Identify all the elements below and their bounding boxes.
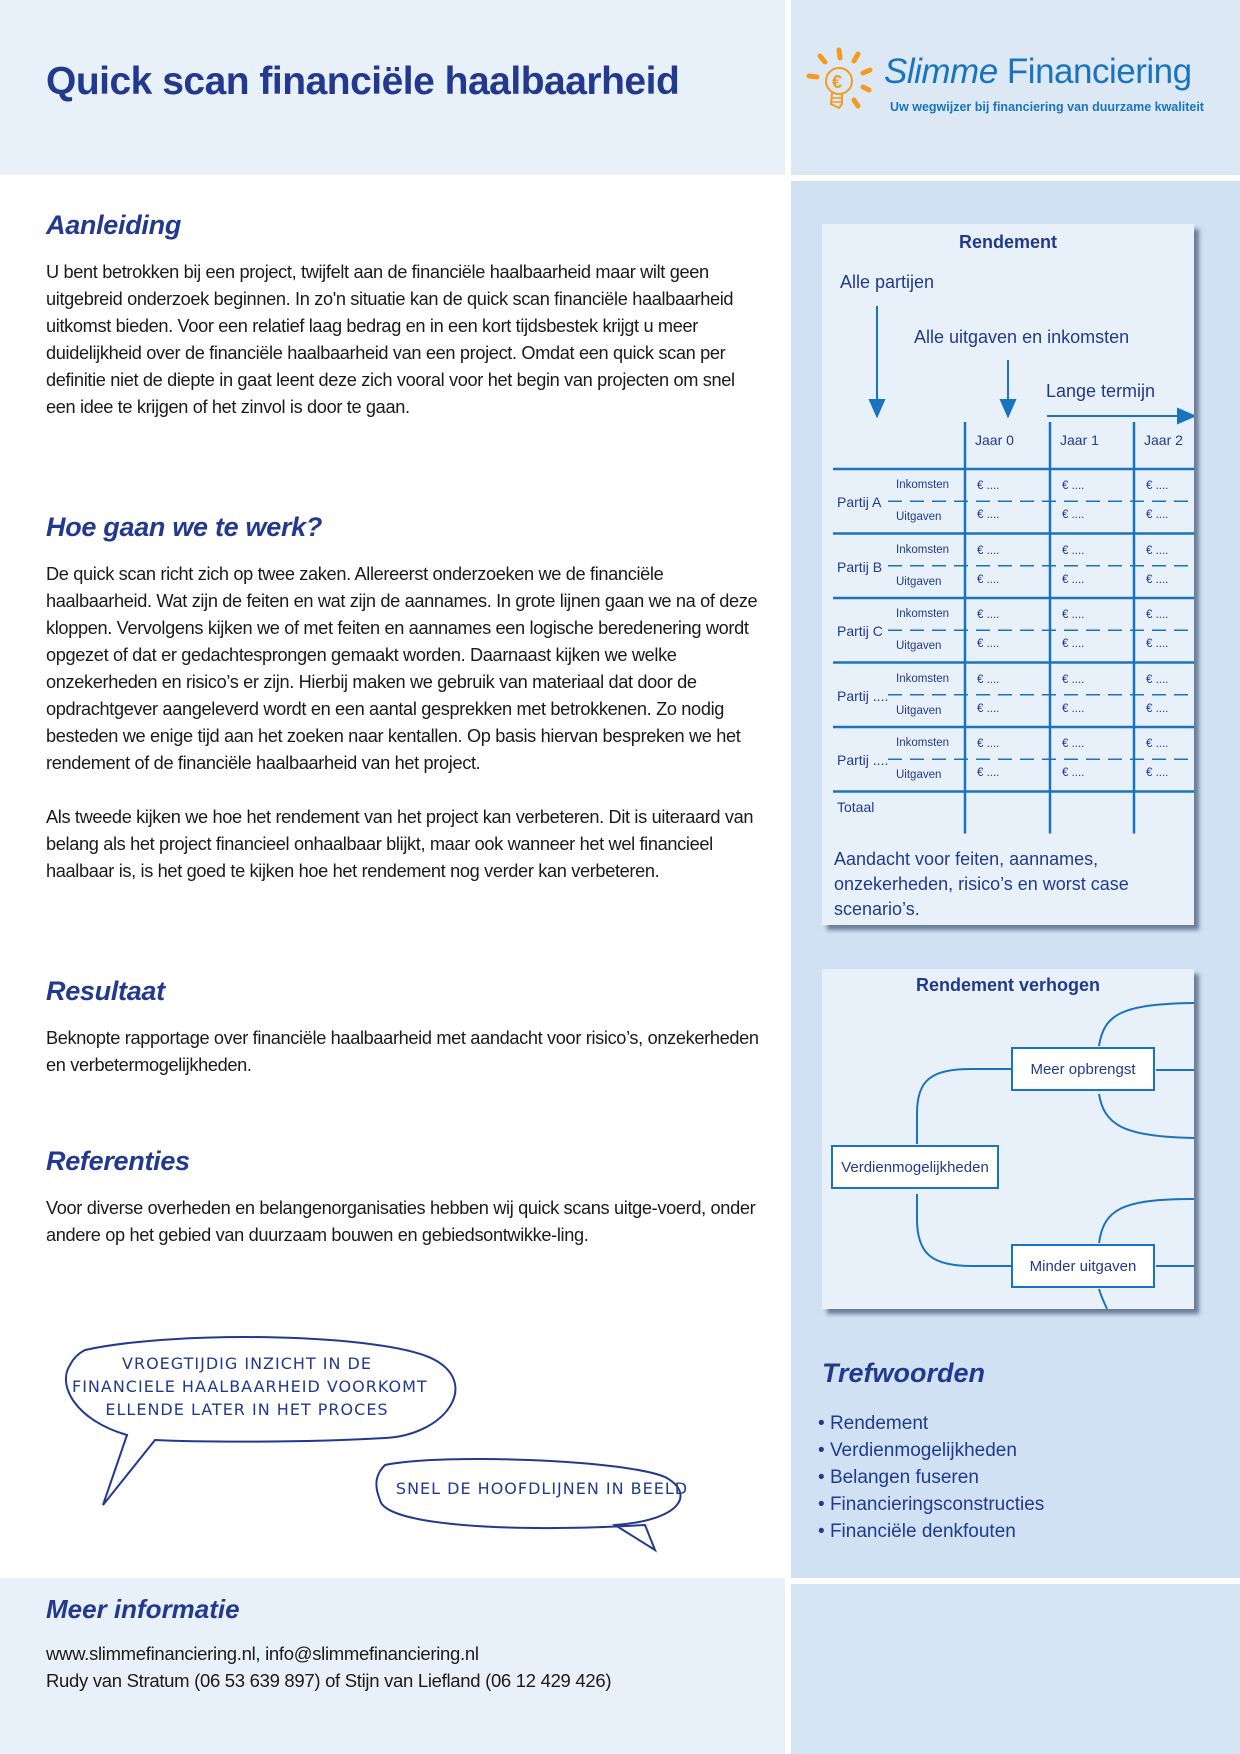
table-uitgaven-label: Uitgaven — [896, 575, 942, 588]
section-body-aanleiding: U bent betrokken bij een project, twijfelt aan de financiële haalbaarheid maar wilt geen uitgebreid onderzoek beginnen. In zo'n situatie kan de quick scan financiële haalbaarheid uitkomst bieden. Voor een relatief laag bedrag en in een kort tijdsbestek krijgt u meer duidelijkheid over de financiële haalbaarheid van een project. Omdat een quick scan per definitie niet de diepte in gaat leent deze zich vooral voor het begin van projecten om snel een idee te krijgen of het zinvol is door te gaan. — [46, 262, 735, 417]
bubble-1-line-1: VROEGTIJDIG INZICHT IN DE — [122, 1354, 372, 1373]
table-cell-inkomsten: € .... — [977, 738, 1000, 750]
table-cell-uitgaven: € .... — [1146, 509, 1169, 521]
table-cell-uitgaven: € .... — [1062, 702, 1085, 715]
table-party-label: Partij C — [837, 623, 883, 639]
table-cell-inkomsten: € .... — [1146, 609, 1169, 621]
table-cell-inkomsten: € .... — [1062, 738, 1085, 750]
connector-top-down — [1099, 1094, 1194, 1138]
section-heading-aanleiding: Aanleiding — [46, 210, 182, 240]
table-col-header: Jaar 2 — [1144, 432, 1183, 448]
connector-root-top — [917, 1069, 1012, 1144]
logo — [806, 46, 1226, 126]
table-party-label: Partij .... — [837, 687, 889, 704]
keywords-list — [818, 1410, 1044, 1545]
label-alle-uitgaven: Alle uitgaven en inkomsten — [914, 327, 1130, 347]
table-cell-inkomsten: € .... — [977, 609, 1000, 621]
table-inkomsten-label: Inkomsten — [896, 737, 950, 749]
table-col-header: Jaar 0 — [975, 432, 1014, 448]
speech-bubble-2-outline — [376, 1459, 680, 1550]
footer-contact-people: Rudy van Stratum (06 53 639 897) of Stijn van Liefland (06 12 429 426) — [46, 1670, 612, 1691]
footer-heading: Meer informatie — [46, 1594, 240, 1624]
table-cell-uitgaven: € .... — [1062, 767, 1085, 779]
section-body-referenties: Voor diverse overheden en belangenorganisaties hebben wij quick scans uitge-voerd, onder andere op het gebied van duurzaam bouwen en gebiedsontwikke-ling. — [46, 1198, 756, 1245]
bubble-1-line-3: ELLENDE LATER IN HET PROCES — [105, 1400, 389, 1419]
logo-tagline: Uw wegwijzer bij financiering van duurzame kwaliteit — [890, 100, 1204, 114]
keyword-item: • Rendement — [818, 1410, 1044, 1437]
table-inkomsten-label: Inkomsten — [896, 479, 950, 491]
section-heading-resultaat: Resultaat — [46, 976, 165, 1006]
logo-name-regular: Financiering — [997, 52, 1192, 91]
keyword-item: • Financiële denkfouten — [818, 1518, 1044, 1545]
arrowhead-uitgaven — [1001, 400, 1015, 416]
table-party-label: Partij A — [837, 494, 882, 510]
keyword-item: • Financieringsconstructies — [818, 1491, 1044, 1518]
table-cell-inkomsten: € .... — [977, 673, 1000, 686]
table-cell-uitgaven: € .... — [1146, 702, 1169, 715]
bubble-1-line-2: FINANCIELE HAALBAARHEID VOORKOMT — [72, 1377, 428, 1396]
table-cell-uitgaven: € .... — [977, 509, 1000, 521]
node-minder-uitgaven: Minder uitgaven — [1011, 1244, 1155, 1288]
table-uitgaven-label: Uitgaven — [896, 769, 942, 781]
footer-side-panel — [791, 1584, 1240, 1754]
table-col-header: Jaar 1 — [1060, 432, 1099, 448]
table-cell-inkomsten: € .... — [1146, 480, 1169, 492]
table-cell-inkomsten: € .... — [1062, 480, 1085, 492]
table-inkomsten-label: Inkomsten — [896, 608, 950, 620]
table-cell-inkomsten: € .... — [1062, 673, 1085, 686]
label-alle-partijen: Alle partijen — [840, 272, 935, 292]
arrowhead-termijn — [1178, 409, 1194, 423]
table-cell-inkomsten: € .... — [1062, 609, 1085, 621]
table-cell-uitgaven: € .... — [1062, 638, 1085, 650]
section-body-werkwijze-1: De quick scan richt zich op twee zaken. Allereerst onderzoeken we de financiële haalbaarheid. Wat zijn de feiten en wat zijn de aannames. In grote lijnen gaan we na of deze kloppen. Vervolgens kijken we of met feiten en aannames een logische beredenering wordt opgezet of dat er gedachtesprongen gemaakt worden. Daarnaast kijken we welke onzekerheden en risico’s er zijn. Hierbij maken we gebruik van materiaal dat door de opdrachtgever aangeleverd wordt en een aantal gesprekken met betrokkenen. Zo nodig besteden we enige tijd aan het zoeken naar kentallen. Op basis hiervan bespreken we het rendement of de financiële haalbaarheid van het project. — [46, 564, 758, 773]
section-body-werkwijze-2: Als tweede kijken we hoe het rendement van het project kan verbeteren. Dit is uiteraard van belang als het project financieel onhaalbaar blijkt, maar ook wanneer het wel financieel haalbaar is, is het goed te kijken hoe het rendement nog verder kan verbeteren. — [46, 807, 754, 881]
connector-root-bottom — [917, 1194, 1012, 1266]
arrowhead-partijen — [870, 400, 884, 416]
rendement-card — [822, 224, 1194, 925]
connector-top-up — [1099, 1003, 1194, 1046]
rendement-title: Rendement — [958, 232, 1057, 252]
footer-contact-web[interactable]: www.slimmefinanciering.nl, info@slimmefinanciering.nl — [46, 1643, 479, 1664]
rendement-diagram — [822, 224, 1194, 925]
keywords-heading: Trefwoorden — [822, 1358, 986, 1388]
table-cell-uitgaven: € .... — [977, 702, 1000, 715]
table-cell-uitgaven: € .... — [977, 767, 1000, 779]
table-uitgaven-label: Uitgaven — [896, 640, 942, 652]
table-uitgaven-label: Uitgaven — [896, 511, 942, 523]
table-party-label: Partij .... — [837, 752, 889, 768]
table-cell-inkomsten: € .... — [1146, 673, 1169, 686]
svg-text:€: € — [832, 72, 843, 92]
speech-bubble-2-text: SNEL DE HOOFDLIJNEN IN BEELD — [395, 1479, 689, 1498]
table-inkomsten-label: Inkomsten — [896, 672, 950, 685]
table-cell-uitgaven: € .... — [977, 573, 1000, 586]
logo-name-italic: Slimme — [884, 52, 998, 91]
node-meer-opbrengst: Meer opbrengst — [1011, 1047, 1155, 1091]
keyword-item: • Belangen fuseren — [818, 1464, 1044, 1491]
rendement-note: Aandacht voor feiten, aannames, onzekerheden, risico’s en worst case scenario’s. — [834, 849, 1129, 919]
table-cell-inkomsten: € .... — [1062, 544, 1085, 557]
table-cell-inkomsten: € .... — [1146, 738, 1169, 750]
table-cell-inkomsten: € .... — [977, 480, 1000, 492]
lightbulb-euro-icon — [806, 46, 878, 118]
table-cell-uitgaven: € .... — [1146, 767, 1169, 779]
table-cell-uitgaven: € .... — [1146, 573, 1169, 586]
page-title: Quick scan financiële haalbaarheid — [46, 60, 680, 103]
table-cell-uitgaven: € .... — [1062, 509, 1085, 521]
table-cell-inkomsten: € .... — [1146, 544, 1169, 557]
speech-bubble-1-text — [72, 1352, 428, 1421]
section-heading-werkwijze: Hoe gaan we te werk? — [46, 512, 323, 542]
table-cell-inkomsten: € .... — [977, 544, 1000, 557]
keyword-item: • Verdienmogelijkheden — [818, 1437, 1044, 1464]
section-heading-referenties: Referenties — [46, 1146, 190, 1176]
table-cell-uitgaven: € .... — [1062, 573, 1085, 586]
table-inkomsten-label: Inkomsten — [896, 543, 950, 556]
table-cell-uitgaven: € .... — [977, 638, 1000, 650]
table-total-label: Totaal — [837, 798, 875, 815]
section-body-resultaat: Beknopte rapportage over financiële haalbaarheid met aandacht voor risico’s, onzekerheden en verbetermogelijkheden. — [46, 1028, 759, 1075]
node-verdienmogelijkheden: Verdienmogelijkheden — [831, 1145, 999, 1189]
connector-bottom-down — [1099, 1289, 1107, 1309]
table-party-label: Partij B — [837, 558, 883, 575]
table-cell-uitgaven: € .... — [1146, 638, 1169, 650]
rendement-verhogen-card — [822, 969, 1194, 1309]
rendement-verhogen-title: Rendement verhogen — [915, 975, 1101, 995]
logo-name — [884, 52, 1192, 92]
label-lange-termijn: Lange termijn — [1046, 381, 1156, 401]
connector-bottom-up — [1099, 1199, 1194, 1243]
table-uitgaven-label: Uitgaven — [896, 704, 942, 717]
